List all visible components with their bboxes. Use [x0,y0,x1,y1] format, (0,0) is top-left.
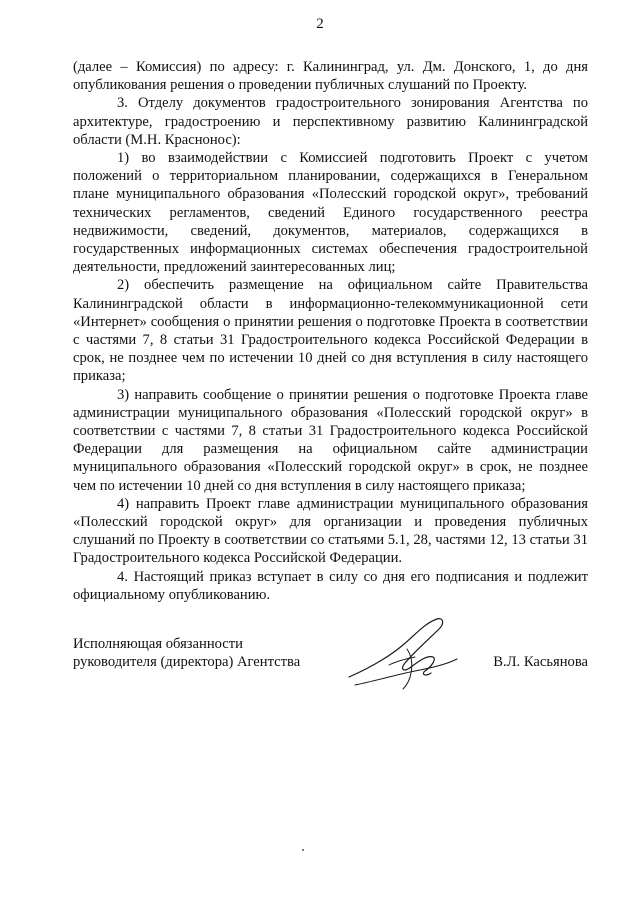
signatory-title-line-1: Исполняющая обязанности [73,636,243,652]
signatory-title [73,635,300,671]
scan-artifact [302,849,304,851]
handwritten-signature [345,615,465,695]
page-number: 2 [316,16,324,32]
signatory-title-line-2: руководителя (директора) Агентства [73,654,301,671]
paragraph-item-4: 4. Настоящий приказ вступает в силу со дня его подписания и подлежит официальному опубликованию. [73,568,588,603]
paragraph-continuation: (далее – Комиссия) по адресу: г. Калининград, ул. Дм. Донского, 1, до дня опубликования решения о проведении публичных слушаний по Проекту. [73,59,588,94]
paragraph-subitem-2: 2) обеспечить размещение на официальном сайте Правительства Калининградской области в информационно-телекоммуникационной сети «Интернет» сообщения о принятии решения о подготовке Проекта в соответствии с частями 7, 8 статьи 31 Градостроительного кодекса Российской Федерации в срок, не позднее чем по истечении 10 дней со дня вступления в силу настоящего приказа; [73,277,588,385]
signatory-name: В.Л. Касьянова [493,654,588,670]
paragraph-subitem-3: 3) направить сообщение о принятии решения о подготовке Проекта главе администрации муниципального образования «Полесский городской округ» в соответствии с частями 7, 8 статьи 31 Градостроительного кодекса Российской Федерации для размещения на официальном сайте администрации муниципального образования «Полесский городской округ» в срок, не позднее чем по истечении 10 дней со дня вступления в силу настоящего приказа; [73,386,588,494]
paragraph-subitem-1: 1) во взаимодействии с Комиссией подготовить Проект с учетом положений о территориальном планировании, содержащихся в Генеральном плане муниципального образования «Полесский городской округ», требований технических регламентов, сведений Единого государственного реестра недвижимости, сведений, документов, материалов, содержащихся в государственных информационных системах обеспечения градостроительной деятельности, предложений заинтересованных лиц; [73,150,588,276]
paragraph-subitem-4: 4) направить Проект главе администрации муниципального образования «Полесский городской округ» для организации и проведения публичных слушаний по Проекту в соответствии со статьями 5.1, 28, частями 12, 13 статьи 31 Градостроительного кодекса Российской Федерации. [73,495,588,567]
signature-block [73,635,588,695]
paragraph-item-3: 3. Отделу документов градостроительного зонирования Агентства по архитектуре, градостроению и перспективному развитию Калининградской области (М.Н. Краснонос): [73,95,588,148]
document-body [73,58,588,604]
